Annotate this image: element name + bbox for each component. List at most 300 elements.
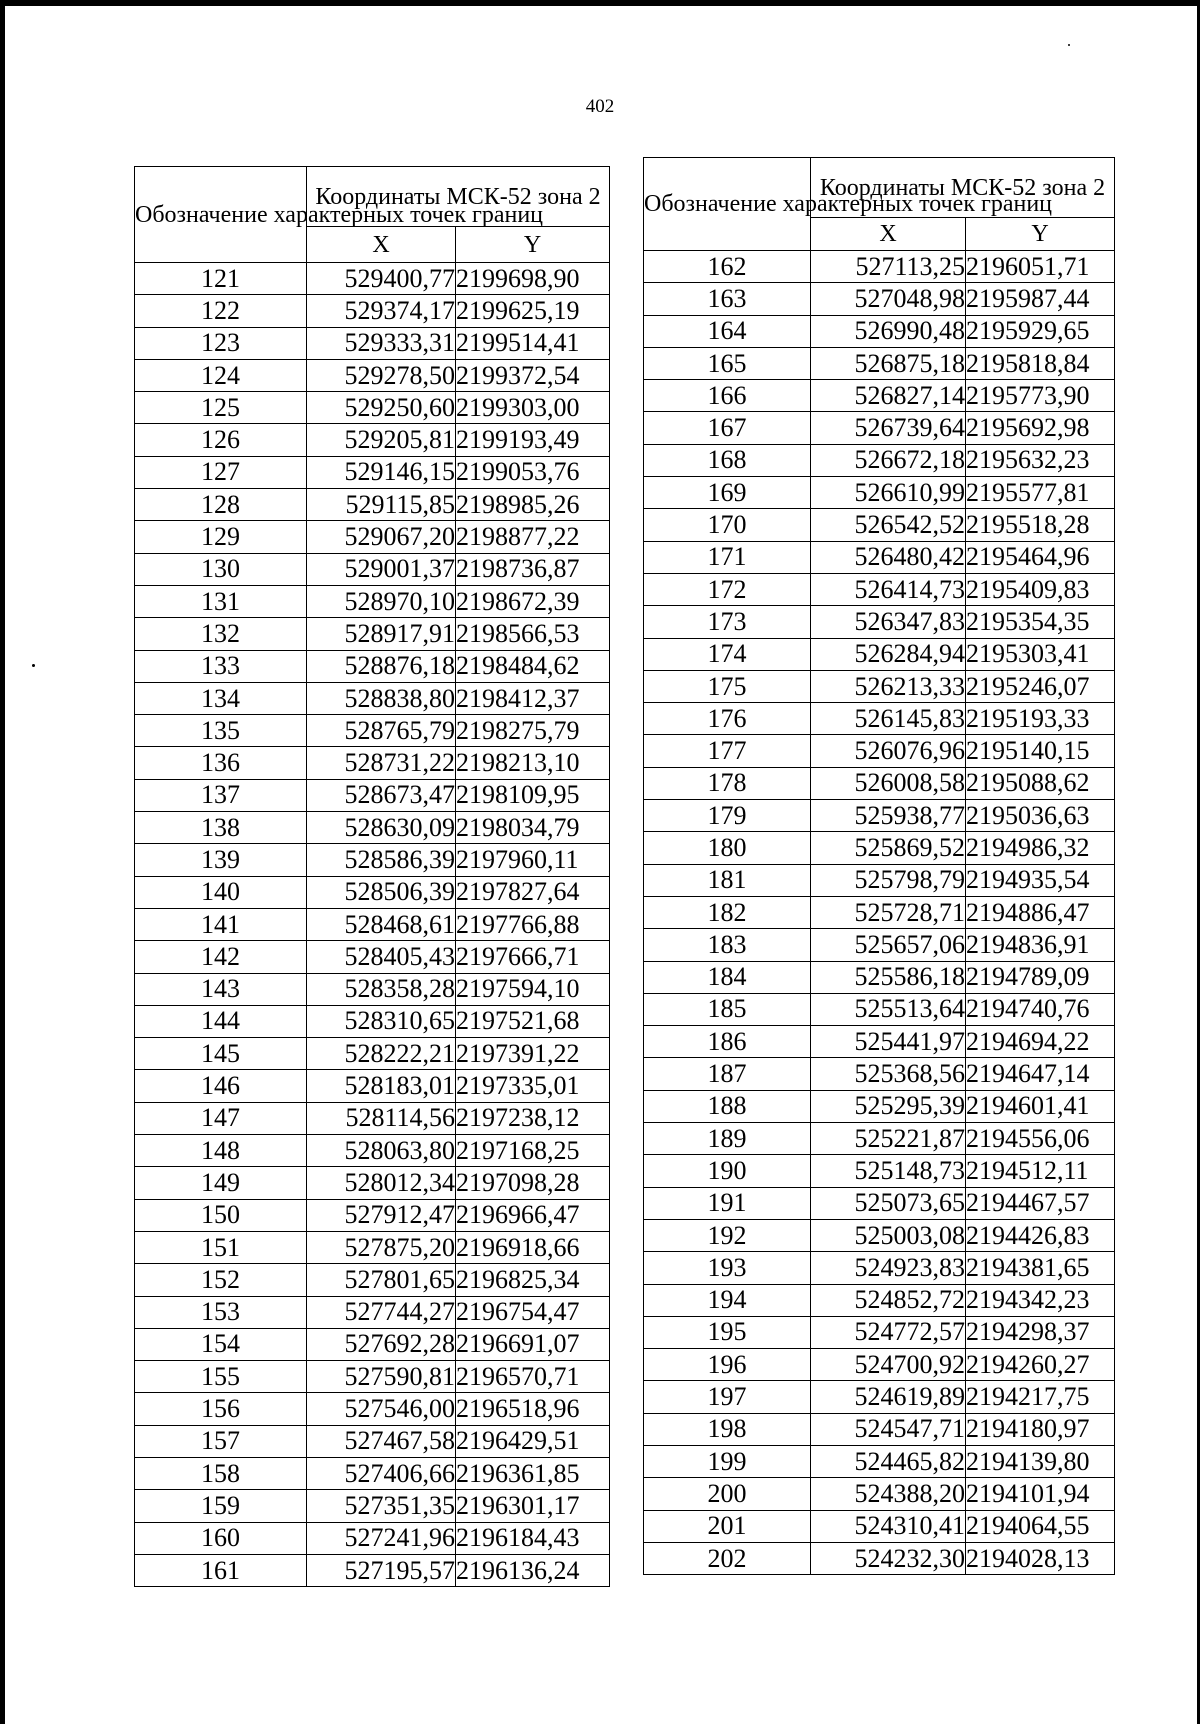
- table-row: [644, 767, 1115, 799]
- y-coordinate: 2195464,96: [966, 541, 1115, 573]
- x-coordinate: 528731,22: [307, 747, 456, 779]
- x-coordinate: 526542,52: [811, 509, 966, 541]
- y-coordinate: 2199625,19: [456, 295, 610, 327]
- table-row: [644, 1187, 1115, 1219]
- y-coordinate: 2194342,23: [966, 1284, 1115, 1316]
- table-row: [644, 896, 1115, 928]
- point-number: 178: [644, 767, 811, 799]
- table-row: [644, 315, 1115, 347]
- x-coordinate: 526414,73: [811, 573, 966, 605]
- y-coordinate: 2195929,65: [966, 315, 1115, 347]
- y-coordinate: 2194139,80: [966, 1445, 1115, 1477]
- y-coordinate: 2198985,26: [456, 489, 610, 521]
- table-row: [644, 251, 1115, 283]
- table-row: [644, 1510, 1115, 1542]
- y-coordinate: 2196918,66: [456, 1231, 610, 1263]
- table-row: [644, 444, 1115, 476]
- table-row: [644, 347, 1115, 379]
- y-coordinate: 2196361,85: [456, 1457, 610, 1489]
- point-number: 174: [644, 638, 811, 670]
- table-row: [644, 541, 1115, 573]
- table-row: [644, 703, 1115, 735]
- y-coordinate: 2195818,84: [966, 347, 1115, 379]
- point-number: 165: [644, 347, 811, 379]
- x-coordinate: 525073,65: [811, 1187, 966, 1219]
- table-row: [644, 412, 1115, 444]
- point-number: 129: [135, 521, 307, 553]
- y-coordinate: 2195518,28: [966, 509, 1115, 541]
- x-coordinate: 528405,43: [307, 941, 456, 973]
- x-coordinate: 525728,71: [811, 896, 966, 928]
- y-coordinate: 2197335,01: [456, 1070, 610, 1102]
- table-row: [644, 961, 1115, 993]
- table-row: [644, 606, 1115, 638]
- y-coordinate: 2195773,90: [966, 380, 1115, 412]
- x-coordinate: 526990,48: [811, 315, 966, 347]
- y-coordinate: 2196570,71: [456, 1361, 610, 1393]
- point-number: 155: [135, 1361, 307, 1393]
- x-coordinate: 528114,56: [307, 1102, 456, 1134]
- y-coordinate: 2194028,13: [966, 1542, 1115, 1574]
- y-coordinate: 2194556,06: [966, 1123, 1115, 1155]
- point-number: 161: [135, 1554, 307, 1586]
- x-coordinate: 528063,80: [307, 1135, 456, 1167]
- x-coordinate: 528310,65: [307, 1005, 456, 1037]
- x-coordinate: 528012,34: [307, 1167, 456, 1199]
- table-row: [135, 747, 610, 779]
- table-row: [135, 424, 610, 456]
- x-coordinate: 526213,33: [811, 670, 966, 702]
- y-coordinate: 2196825,34: [456, 1264, 610, 1296]
- y-coordinate: 2194886,47: [966, 896, 1115, 928]
- table-row: [135, 1296, 610, 1328]
- table-row: [135, 908, 610, 940]
- x-coordinate: 527241,96: [307, 1522, 456, 1554]
- x-coordinate: 528765,79: [307, 715, 456, 747]
- y-coordinate: 2194064,55: [966, 1510, 1115, 1542]
- point-number: 197: [644, 1381, 811, 1413]
- table-row: [135, 1425, 610, 1457]
- x-coordinate: 528506,39: [307, 876, 456, 908]
- x-coordinate: 526008,58: [811, 767, 966, 799]
- x-coordinate: 526672,18: [811, 444, 966, 476]
- table-row: [135, 359, 610, 391]
- point-number: 200: [644, 1478, 811, 1510]
- table-row: [135, 295, 610, 327]
- point-number: 172: [644, 573, 811, 605]
- point-number: 146: [135, 1070, 307, 1102]
- x-coordinate: 529146,15: [307, 456, 456, 488]
- x-coordinate: 528630,09: [307, 812, 456, 844]
- y-coordinate: 2194647,14: [966, 1058, 1115, 1090]
- table-row: [135, 1199, 610, 1231]
- table-row: [644, 1542, 1115, 1574]
- table-row: [644, 1123, 1115, 1155]
- y-coordinate: 2194467,57: [966, 1187, 1115, 1219]
- y-coordinate: 2196754,47: [456, 1296, 610, 1328]
- x-coordinate: 528673,47: [307, 779, 456, 811]
- point-number: 138: [135, 812, 307, 844]
- x-coordinate: 529115,85: [307, 489, 456, 521]
- y-coordinate: 2199303,00: [456, 392, 610, 424]
- table-row: [135, 489, 610, 521]
- point-number: 135: [135, 715, 307, 747]
- x-coordinate: 525221,87: [811, 1123, 966, 1155]
- x-coordinate: 525657,06: [811, 929, 966, 961]
- y-coordinate: 2194101,94: [966, 1478, 1115, 1510]
- x-coordinate: 528970,10: [307, 585, 456, 617]
- point-number: 131: [135, 585, 307, 617]
- point-number: 180: [644, 832, 811, 864]
- x-column-header: X: [307, 227, 456, 263]
- table-row: [135, 1264, 610, 1296]
- y-column-header: Y: [456, 227, 610, 263]
- table-row: [644, 1381, 1115, 1413]
- y-coordinate: 2195692,98: [966, 412, 1115, 444]
- scan-border-top: [0, 0, 1200, 6]
- x-coordinate: 524310,41: [811, 1510, 966, 1542]
- y-coordinate: 2194512,11: [966, 1155, 1115, 1187]
- x-coordinate: 524388,20: [811, 1478, 966, 1510]
- y-coordinate: 2198275,79: [456, 715, 610, 747]
- y-coordinate: 2197238,12: [456, 1102, 610, 1134]
- point-number: 160: [135, 1522, 307, 1554]
- table-row: [135, 1005, 610, 1037]
- x-coordinate: 529400,77: [307, 263, 456, 295]
- table-row: [135, 1361, 610, 1393]
- point-number: 168: [644, 444, 811, 476]
- point-number: 186: [644, 1026, 811, 1058]
- x-coordinate: 527912,47: [307, 1199, 456, 1231]
- x-coordinate: 526610,99: [811, 477, 966, 509]
- table-row: [135, 941, 610, 973]
- table-row: [135, 1328, 610, 1360]
- y-coordinate: 2194740,76: [966, 993, 1115, 1025]
- point-number: 181: [644, 864, 811, 896]
- point-number: 156: [135, 1393, 307, 1425]
- point-number: 149: [135, 1167, 307, 1199]
- point-column-header: Обозначение характерных точек границ: [644, 158, 811, 251]
- point-number: 151: [135, 1231, 307, 1263]
- y-coordinate: 2197666,71: [456, 941, 610, 973]
- table-row: [644, 1445, 1115, 1477]
- x-coordinate: 527406,66: [307, 1457, 456, 1489]
- point-number: 128: [135, 489, 307, 521]
- point-number: 176: [644, 703, 811, 735]
- x-coordinate: 524465,82: [811, 1445, 966, 1477]
- y-coordinate: 2195987,44: [966, 283, 1115, 315]
- table-row: [135, 779, 610, 811]
- table-row: [644, 929, 1115, 961]
- y-coordinate: 2197594,10: [456, 973, 610, 1005]
- point-number: 159: [135, 1490, 307, 1522]
- x-coordinate: 525938,77: [811, 800, 966, 832]
- point-number: 141: [135, 908, 307, 940]
- table-row: [644, 380, 1115, 412]
- point-number: 189: [644, 1123, 811, 1155]
- y-coordinate: 2196691,07: [456, 1328, 610, 1360]
- y-coordinate: 2194217,75: [966, 1381, 1115, 1413]
- point-number: 163: [644, 283, 811, 315]
- y-coordinate: 2194836,91: [966, 929, 1115, 961]
- x-coordinate: 526827,14: [811, 380, 966, 412]
- point-number: 201: [644, 1510, 811, 1542]
- x-coordinate: 529250,60: [307, 392, 456, 424]
- y-coordinate: 2198213,10: [456, 747, 610, 779]
- point-number: 173: [644, 606, 811, 638]
- x-coordinate: 528586,39: [307, 844, 456, 876]
- x-coordinate: 525513,64: [811, 993, 966, 1025]
- table-row: [135, 973, 610, 1005]
- table-row: [644, 993, 1115, 1025]
- table-row: [135, 1457, 610, 1489]
- x-coordinate: 529067,20: [307, 521, 456, 553]
- table-row: [644, 1155, 1115, 1187]
- point-number: 147: [135, 1102, 307, 1134]
- table-row: [644, 1252, 1115, 1284]
- x-coordinate: 524700,92: [811, 1349, 966, 1381]
- y-coordinate: 2196184,43: [456, 1522, 610, 1554]
- x-coordinate: 525586,18: [811, 961, 966, 993]
- table-body-left: [135, 263, 610, 1587]
- table-row: [135, 585, 610, 617]
- point-number: 127: [135, 456, 307, 488]
- table-row: [135, 1038, 610, 1070]
- x-coordinate: 528183,01: [307, 1070, 456, 1102]
- x-column-header: X: [811, 218, 966, 251]
- y-coordinate: 2196301,17: [456, 1490, 610, 1522]
- table-row: [135, 263, 610, 295]
- table-row: [135, 682, 610, 714]
- table-row: [644, 283, 1115, 315]
- y-coordinate: 2198877,22: [456, 521, 610, 553]
- point-number: 170: [644, 509, 811, 541]
- table-row: [135, 715, 610, 747]
- table-body-right: [644, 251, 1115, 1575]
- table-row: [135, 392, 610, 424]
- point-number: 122: [135, 295, 307, 327]
- point-number: 166: [644, 380, 811, 412]
- y-coordinate: 2197827,64: [456, 876, 610, 908]
- table-row: [135, 618, 610, 650]
- table-row: [644, 1349, 1115, 1381]
- point-number: 198: [644, 1413, 811, 1445]
- x-coordinate: 526284,94: [811, 638, 966, 670]
- x-coordinate: 529333,31: [307, 327, 456, 359]
- table-row: [644, 800, 1115, 832]
- x-coordinate: 524232,30: [811, 1542, 966, 1574]
- y-coordinate: 2198566,53: [456, 618, 610, 650]
- x-coordinate: 529374,17: [307, 295, 456, 327]
- x-coordinate: 525003,08: [811, 1219, 966, 1251]
- point-column-header: Обозначение характерных точек границ: [135, 167, 307, 263]
- point-number: 124: [135, 359, 307, 391]
- y-coordinate: 2194180,97: [966, 1413, 1115, 1445]
- y-coordinate: 2195409,83: [966, 573, 1115, 605]
- y-coordinate: 2194986,32: [966, 832, 1115, 864]
- table-row: [644, 735, 1115, 767]
- y-coordinate: 2199372,54: [456, 359, 610, 391]
- point-number: 202: [644, 1542, 811, 1574]
- point-number: 183: [644, 929, 811, 961]
- point-number: 179: [644, 800, 811, 832]
- point-number: 123: [135, 327, 307, 359]
- point-number: 194: [644, 1284, 811, 1316]
- x-coordinate: 524772,57: [811, 1316, 966, 1348]
- y-coordinate: 2198484,62: [456, 650, 610, 682]
- y-coordinate: 2197521,68: [456, 1005, 610, 1037]
- point-number: 191: [644, 1187, 811, 1219]
- point-number: 192: [644, 1219, 811, 1251]
- x-coordinate: 529001,37: [307, 553, 456, 585]
- point-number: 142: [135, 941, 307, 973]
- x-coordinate: 524923,83: [811, 1252, 966, 1284]
- y-coordinate: 2199698,90: [456, 263, 610, 295]
- point-number: 139: [135, 844, 307, 876]
- x-coordinate: 527590,81: [307, 1361, 456, 1393]
- y-coordinate: 2198672,39: [456, 585, 610, 617]
- y-coordinate: 2199053,76: [456, 456, 610, 488]
- table-row: [135, 1393, 610, 1425]
- y-coordinate: 2196051,71: [966, 251, 1115, 283]
- x-coordinate: 525368,56: [811, 1058, 966, 1090]
- table-row: [135, 1070, 610, 1102]
- y-coordinate: 2197168,25: [456, 1135, 610, 1167]
- x-coordinate: 529205,81: [307, 424, 456, 456]
- y-coordinate: 2197960,11: [456, 844, 610, 876]
- table-row: [644, 638, 1115, 670]
- table-row: [644, 477, 1115, 509]
- x-coordinate: 524619,89: [811, 1381, 966, 1413]
- table-row: [644, 1058, 1115, 1090]
- point-number: 153: [135, 1296, 307, 1328]
- point-number: 184: [644, 961, 811, 993]
- y-coordinate: 2198736,87: [456, 553, 610, 585]
- x-coordinate: 527113,25: [811, 251, 966, 283]
- point-number: 121: [135, 263, 307, 295]
- x-coordinate: 527351,35: [307, 1490, 456, 1522]
- x-coordinate: 527048,98: [811, 283, 966, 315]
- point-number: 144: [135, 1005, 307, 1037]
- table-row: [135, 456, 610, 488]
- point-number: 148: [135, 1135, 307, 1167]
- table-row: [644, 1026, 1115, 1058]
- point-number: 150: [135, 1199, 307, 1231]
- x-coordinate: 526145,83: [811, 703, 966, 735]
- table-row: [135, 1231, 610, 1263]
- table-row: [644, 670, 1115, 702]
- point-number: 140: [135, 876, 307, 908]
- table-row: [644, 1413, 1115, 1445]
- page-number: 402: [585, 96, 615, 117]
- y-coordinate: 2197098,28: [456, 1167, 610, 1199]
- table-row: [135, 650, 610, 682]
- y-coordinate: 2196429,51: [456, 1425, 610, 1457]
- y-coordinate: 2194935,54: [966, 864, 1115, 896]
- table-row: [644, 1284, 1115, 1316]
- x-coordinate: 526739,64: [811, 412, 966, 444]
- x-coordinate: 529278,50: [307, 359, 456, 391]
- table-row: [135, 1522, 610, 1554]
- table-row: [644, 509, 1115, 541]
- table-row: [135, 1135, 610, 1167]
- x-coordinate: 524852,72: [811, 1284, 966, 1316]
- x-coordinate: 525798,79: [811, 864, 966, 896]
- y-coordinate: 2194381,65: [966, 1252, 1115, 1284]
- y-coordinate: 2194694,22: [966, 1026, 1115, 1058]
- scan-speck: [32, 664, 35, 667]
- y-coordinate: 2194426,83: [966, 1219, 1115, 1251]
- y-coordinate: 2196518,96: [456, 1393, 610, 1425]
- y-coordinate: 2195036,63: [966, 800, 1115, 832]
- point-number: 182: [644, 896, 811, 928]
- point-number: 133: [135, 650, 307, 682]
- x-coordinate: 526076,96: [811, 735, 966, 767]
- table-row: [644, 1478, 1115, 1510]
- point-number: 175: [644, 670, 811, 702]
- point-number: 136: [135, 747, 307, 779]
- y-coordinate: 2195193,33: [966, 703, 1115, 735]
- y-coordinate: 2198412,37: [456, 682, 610, 714]
- table-row: [135, 1102, 610, 1134]
- table-row: [644, 832, 1115, 864]
- table-row: [135, 1490, 610, 1522]
- x-coordinate: 526875,18: [811, 347, 966, 379]
- y-coordinate: 2199193,49: [456, 424, 610, 456]
- y-coordinate: 2197766,88: [456, 908, 610, 940]
- point-number: 190: [644, 1155, 811, 1187]
- y-coordinate: 2194298,37: [966, 1316, 1115, 1348]
- x-coordinate: 525148,73: [811, 1155, 966, 1187]
- y-column-header: Y: [966, 218, 1115, 251]
- y-coordinate: 2195303,41: [966, 638, 1115, 670]
- scan-speck: [1068, 44, 1070, 46]
- table-row: [135, 1554, 610, 1586]
- y-coordinate: 2198109,95: [456, 779, 610, 811]
- point-number: 130: [135, 553, 307, 585]
- table-row: [644, 864, 1115, 896]
- coordinates-table-right: [643, 157, 1115, 1575]
- table-row: [135, 844, 610, 876]
- x-coordinate: 527744,27: [307, 1296, 456, 1328]
- table-row: [135, 327, 610, 359]
- point-number: 143: [135, 973, 307, 1005]
- table-row: [644, 573, 1115, 605]
- y-coordinate: 2198034,79: [456, 812, 610, 844]
- point-number: 126: [135, 424, 307, 456]
- x-coordinate: 528917,91: [307, 618, 456, 650]
- x-coordinate: 527801,65: [307, 1264, 456, 1296]
- point-number: 162: [644, 251, 811, 283]
- point-number: 157: [135, 1425, 307, 1457]
- table-row: [135, 521, 610, 553]
- x-coordinate: 528222,21: [307, 1038, 456, 1070]
- table-row: [644, 1090, 1115, 1122]
- y-coordinate: 2196966,47: [456, 1199, 610, 1231]
- y-coordinate: 2194789,09: [966, 961, 1115, 993]
- coordinates-table-left: [134, 166, 610, 1587]
- x-coordinate: 525869,52: [811, 832, 966, 864]
- table-row: [644, 1219, 1115, 1251]
- table-row: [644, 1316, 1115, 1348]
- point-number: 187: [644, 1058, 811, 1090]
- point-number: 134: [135, 682, 307, 714]
- x-coordinate: 528876,18: [307, 650, 456, 682]
- point-number: 193: [644, 1252, 811, 1284]
- x-coordinate: 526480,42: [811, 541, 966, 573]
- x-coordinate: 525295,39: [811, 1090, 966, 1122]
- x-coordinate: 524547,71: [811, 1413, 966, 1445]
